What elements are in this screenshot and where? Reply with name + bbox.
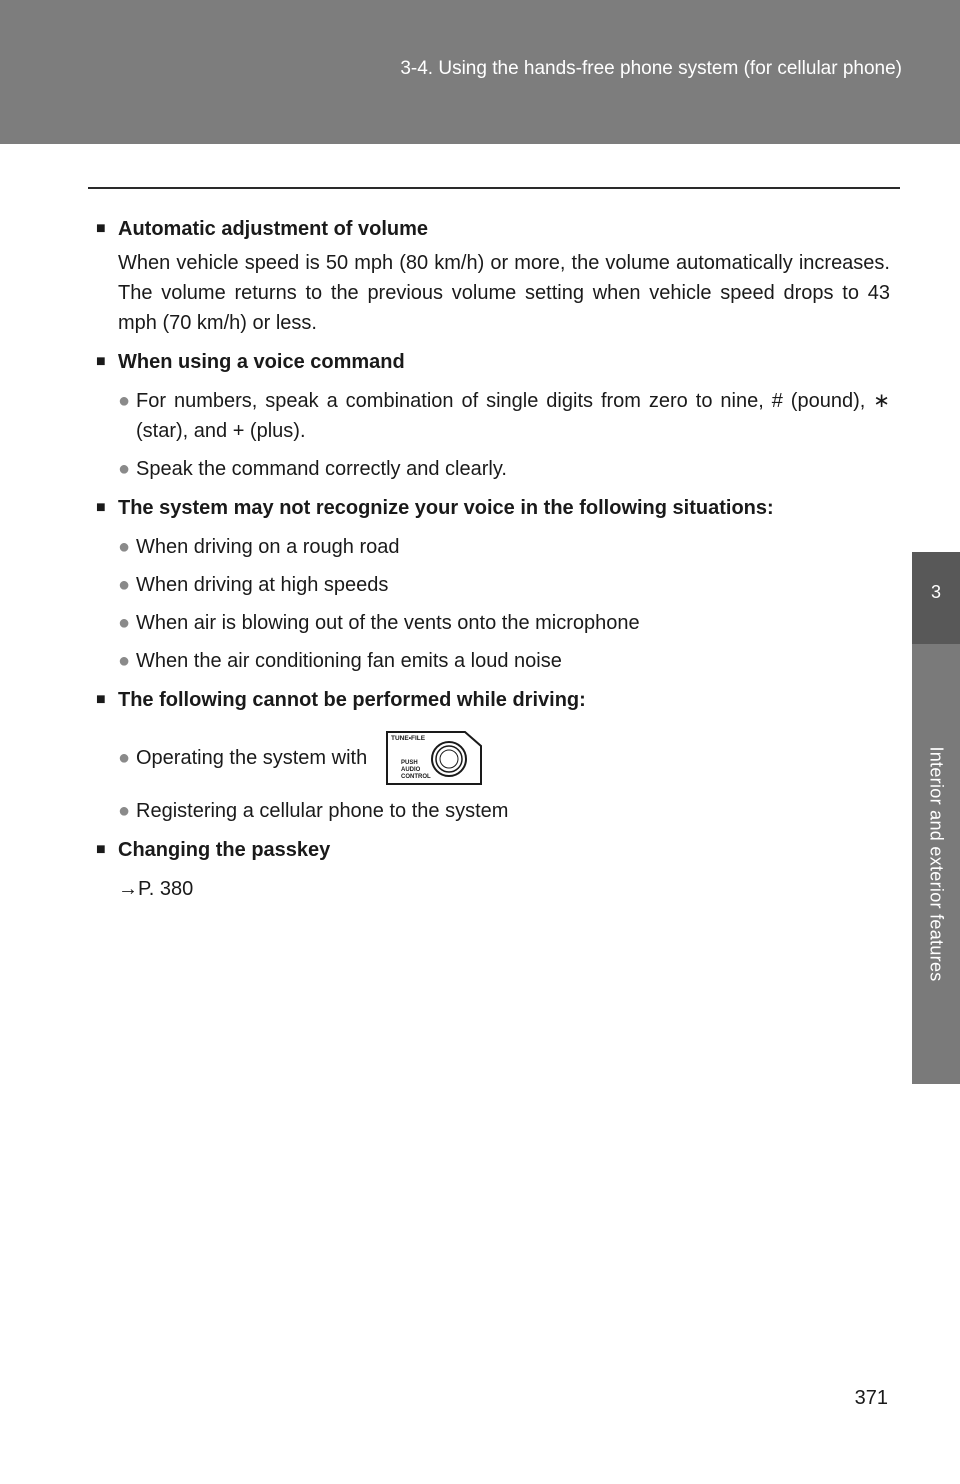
list-item: ● When air is blowing out of the vents onto the microphone [118, 608, 890, 638]
svg-text:AUDIO: AUDIO [401, 767, 421, 773]
section-heading: ■ Automatic adjustment of volume [96, 213, 890, 245]
content [96, 213, 890, 904]
square-bullet-icon: ■ [96, 353, 106, 370]
tune-file-knob-icon [383, 730, 483, 786]
square-bullet-icon: ■ [96, 499, 106, 516]
circle-bullet-icon: ● [118, 536, 131, 558]
section-heading: ■ When using a voice command [96, 346, 890, 378]
section-heading: ■ Changing the passkey [96, 834, 890, 866]
list-item: ● When driving on a rough road [118, 532, 890, 562]
page-header [0, 0, 960, 144]
list-item: ● Speak the command correctly and clearly. [118, 454, 890, 484]
list-item: ● When the air conditioning fan emits a loud noise [118, 646, 890, 676]
svg-text:PUSH: PUSH [401, 760, 418, 766]
circle-bullet-icon: ● [118, 612, 131, 634]
circle-bullet-icon: ● [118, 458, 131, 480]
side-tab [912, 144, 960, 1484]
page-reference-link[interactable]: →P. 380 [118, 878, 194, 900]
circle-bullet-icon: ● [118, 574, 131, 596]
circle-bullet-icon: ● [118, 747, 131, 769]
square-bullet-icon: ■ [96, 691, 106, 708]
side-tab-number-box [912, 552, 960, 644]
list-item: ● For numbers, speak a combination of single digits from zero to nine, # (pound), ∗ (star), and + (plus). [118, 386, 890, 446]
section-heading: ■ The following cannot be performed while driving: [96, 684, 890, 716]
page-number: 371 [854, 1387, 888, 1409]
circle-bullet-icon: ● [118, 800, 131, 822]
square-bullet-icon: ■ [96, 220, 106, 237]
svg-text:CONTROL: CONTROL [401, 774, 431, 780]
svg-text:TUNE•FILE: TUNE•FILE [391, 735, 426, 742]
circle-bullet-icon: ● [118, 650, 131, 672]
header-divider [88, 187, 900, 189]
list-item: ● Operating the system with TUNE•FILE PUSH AUDIO CONTROL [118, 730, 890, 786]
chapter-title: 3-4. Using the hands-free phone system (for cellular phone) [400, 58, 902, 79]
section-paragraph: When vehicle speed is 50 mph (80 km/h) or more, the volume automatically increases. The volume returns to the previous volume setting when vehicle speed drops to 43 mph (70 km/h) or less. [118, 252, 890, 334]
list-item: ● When driving at high speeds [118, 570, 890, 600]
side-tab-label: Interior and exterior features [926, 746, 947, 982]
side-tab-label-box [912, 644, 960, 1084]
list-item: ● Registering a cellular phone to the system [118, 796, 890, 826]
square-bullet-icon: ■ [96, 841, 106, 858]
section-heading: ■ The system may not recognize your voice in the following situations: [96, 492, 890, 524]
circle-bullet-icon: ● [118, 390, 131, 412]
side-tab-number: 3 [930, 582, 941, 602]
